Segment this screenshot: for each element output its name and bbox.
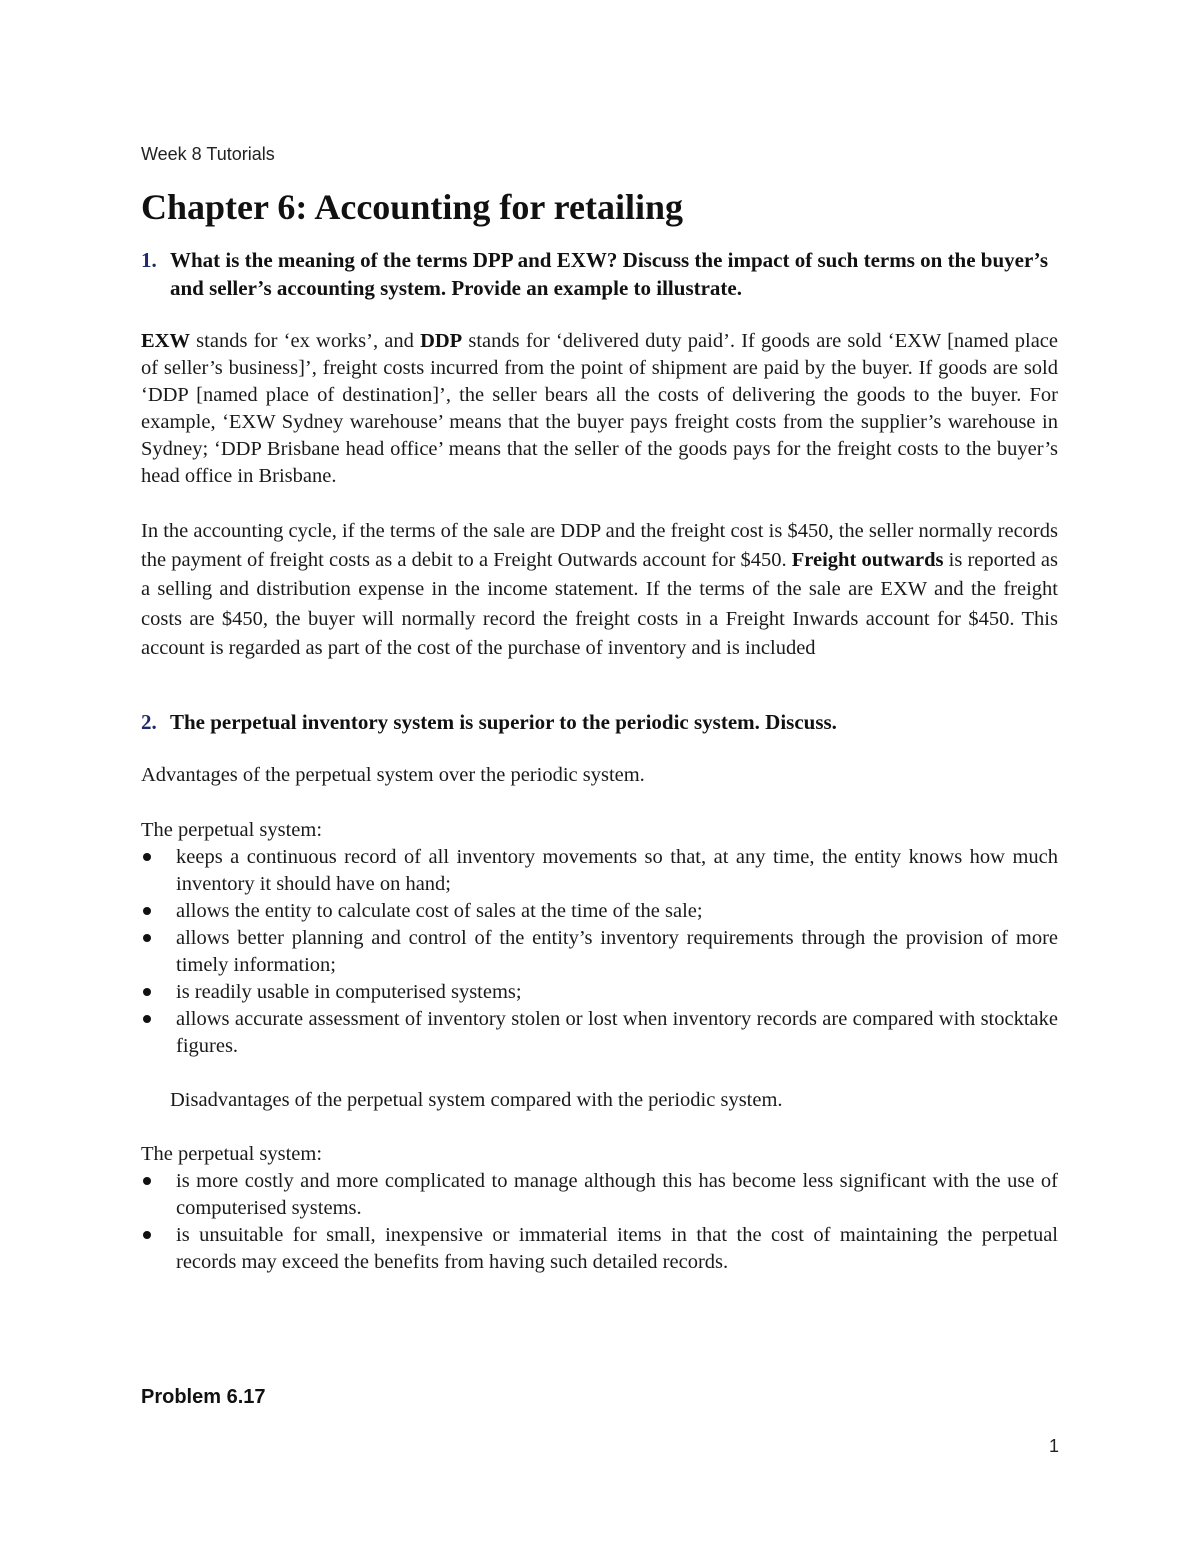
question-1 [141, 246, 1061, 302]
disadvantages-heading: Disadvantages of the perpetual system compared with the periodic system. [170, 1089, 783, 1111]
question-2-number: 2. [141, 710, 157, 734]
freight-outwards-term: Freight outwards [791, 549, 944, 572]
advantage-text: keeps a continuous record of all inventory movements so that, at any time, the entity knows how much inventory it should have on hand; [176, 846, 1058, 895]
q1-answer-p2-part1: In the accounting cycle, if the terms of the sale are DDP and the freight cost is $450, the seller normally records the payment of freight costs as a debit to a Freight Outwards account for $450. [141, 520, 1058, 572]
q1-answer-paragraph-2 [141, 517, 1058, 663]
q1-answer-p2-part2: is reported as a selling and distribution expense in the income statement. If the terms of the sale are EXW and the freight costs are $450, the buyer will normally record the freight costs in a Freight Inwards account for $450. This account is regarded as part of the cost of the purchase of inventory and is included [141, 549, 1058, 659]
q1-answer-paragraph-1 [141, 328, 1058, 490]
list-item [141, 979, 1058, 1006]
advantages-intro: The perpetual system: [141, 819, 323, 841]
bullet-icon [143, 907, 151, 915]
advantages-heading: Advantages of the perpetual system over the periodic system. [141, 764, 645, 786]
list-item [141, 1168, 1058, 1222]
advantage-text: allows accurate assessment of inventory stolen or lost when inventory records are compared with stocktake figures. [176, 1008, 1058, 1057]
list-item [141, 898, 1058, 925]
list-item [141, 1222, 1058, 1276]
question-1-text: What is the meaning of the terms DPP and EXW? Discuss the impact of such terms on the buyer’s and seller’s accounting system. Provide an example to illustrate. [170, 248, 1049, 300]
q1-answer-p1-part2: stands for ‘delivered duty paid’. If goods are sold ‘EXW [named place of seller’s business]’, freight costs incurred from the point of shipment are paid by the buyer. If goods are sold ‘DDP [named place of destination]’, the seller bears all the costs of delivering the goods to the buyer. For example, ‘EXW Sydney warehouse’ means that the buyer pays freight costs from the supplier’s warehouse in Sydney; ‘DDP Brisbane head office’ means that the seller of the goods pays for the freight costs to the buyer’s head office in Brisbane. [141, 330, 1058, 487]
page-header: Week 8 Tutorials [141, 144, 275, 164]
list-item [141, 844, 1058, 898]
page-number: 1 [1049, 1436, 1060, 1456]
disadvantage-text: is more costly and more complicated to manage although this has become less significant with the use of computerised systems. [176, 1170, 1058, 1219]
problem-heading: Problem 6.17 [141, 1386, 266, 1408]
bullet-icon [143, 934, 151, 942]
bullet-icon [143, 1177, 151, 1185]
advantage-text: allows better planning and control of the entity’s inventory requirements through the provision of more timely information; [176, 927, 1058, 976]
bullet-icon [143, 988, 151, 996]
exw-term: EXW [141, 330, 190, 352]
question-1-number: 1. [141, 248, 157, 272]
question-2-text: The perpetual inventory system is superior to the periodic system. Discuss. [170, 710, 837, 734]
disadvantages-intro: The perpetual system: [141, 1143, 323, 1165]
advantage-text: is readily usable in computerised systems; [176, 981, 522, 1003]
list-item [141, 925, 1058, 979]
advantages-list [141, 844, 1058, 1060]
bullet-icon [143, 853, 151, 861]
disadvantage-text: is unsuitable for small, inexpensive or immaterial items in that the cost of maintaining the perpetual records may exceed the benefits from having such detailed records. [176, 1224, 1058, 1273]
ddp-term: DDP [420, 330, 463, 352]
list-item [141, 1006, 1058, 1060]
q1-answer-p1-part1: stands for ‘ex works’, and [189, 330, 421, 352]
disadvantages-list [141, 1168, 1058, 1276]
question-2 [141, 708, 1061, 736]
chapter-title: Chapter 6: Accounting for retailing [141, 187, 683, 227]
bullet-icon [143, 1015, 151, 1023]
bullet-icon [143, 1231, 151, 1239]
advantage-text: allows the entity to calculate cost of sales at the time of the sale; [176, 900, 703, 922]
